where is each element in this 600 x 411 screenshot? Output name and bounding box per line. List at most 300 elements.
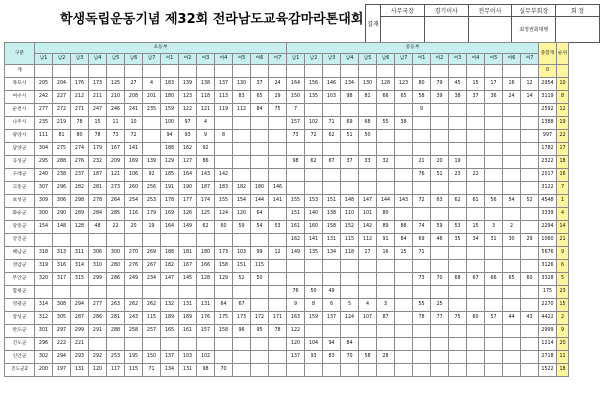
- score-cell: 187: [89, 169, 107, 182]
- score-cell: 31: [485, 234, 503, 247]
- score-cell: 73: [107, 130, 125, 143]
- score-cell: 45: [449, 78, 467, 91]
- score-cell: [395, 208, 413, 221]
- score-cell: 56: [485, 195, 503, 208]
- table-row: [5, 364, 569, 377]
- score-cell: [485, 143, 503, 156]
- score-cell: 97: [179, 117, 197, 130]
- sub-header: 남3: [71, 54, 89, 65]
- score-cell: [269, 351, 287, 364]
- score-cell: 27: [359, 247, 377, 260]
- score-cell: 157: [287, 117, 305, 130]
- sub-header: 남2: [53, 54, 71, 65]
- score-cell: 131: [179, 364, 197, 377]
- score-cell: [449, 130, 467, 143]
- score-cell: 305: [53, 312, 71, 325]
- score-cell: 177: [179, 195, 197, 208]
- table-row: [5, 338, 569, 351]
- score-cell: 15: [395, 247, 413, 260]
- score-cell: 127: [179, 156, 197, 169]
- score-cell: 211: [89, 91, 107, 104]
- score-cell: 71: [413, 247, 431, 260]
- score-cell: 179: [143, 208, 161, 221]
- rank-cell: 19: [557, 117, 569, 130]
- score-cell: [431, 286, 449, 299]
- score-cell: [449, 260, 467, 273]
- region-name: 영암군: [5, 260, 35, 273]
- score-cell: 73: [413, 273, 431, 286]
- score-cell: [215, 117, 233, 130]
- rank-cell: 1: [557, 195, 569, 208]
- score-cell: 120: [287, 338, 305, 351]
- score-cell: [395, 130, 413, 143]
- sum-cell: [269, 65, 287, 78]
- page-title: 학생독립운동기념 제32회 전라남도교육감마라톤대회: [60, 12, 364, 27]
- score-cell: [431, 325, 449, 338]
- table-row: [5, 195, 569, 208]
- score-cell: [431, 104, 449, 117]
- sum-cell: [503, 65, 521, 78]
- score-cell: [323, 104, 341, 117]
- score-cell: 72: [305, 130, 323, 143]
- score-cell: [269, 156, 287, 169]
- score-cell: [107, 338, 125, 351]
- score-cell: [503, 325, 521, 338]
- score-cell: 99: [251, 247, 269, 260]
- score-cell: 57: [485, 312, 503, 325]
- score-cell: 197: [53, 364, 71, 377]
- score-cell: [305, 325, 323, 338]
- table-row: [5, 143, 569, 156]
- score-cell: [485, 156, 503, 169]
- score-cell: [377, 143, 395, 156]
- score-cell: 299: [71, 325, 89, 338]
- score-cell: 159: [161, 104, 179, 117]
- score-cell: 316: [53, 260, 71, 273]
- table-row: [5, 104, 569, 117]
- score-cell: 134: [323, 247, 341, 260]
- score-cell: [521, 325, 539, 338]
- score-cell: 11: [107, 117, 125, 130]
- score-cell: 296: [53, 182, 71, 195]
- score-cell: [287, 182, 305, 195]
- score-cell: 254: [125, 195, 143, 208]
- score-cell: 131: [71, 364, 89, 377]
- sum-cell: [35, 65, 53, 78]
- score-cell: [269, 117, 287, 130]
- score-cell: [395, 299, 413, 312]
- score-cell: 180: [161, 91, 179, 104]
- score-cell: 313: [53, 247, 71, 260]
- score-cell: 122: [179, 104, 197, 117]
- score-cell: 15: [467, 221, 485, 234]
- score-cell: 88: [395, 221, 413, 234]
- score-cell: 132: [161, 299, 179, 312]
- score-cell: 169: [161, 208, 179, 221]
- score-cell: 147: [359, 195, 377, 208]
- score-cell: [341, 260, 359, 273]
- score-cell: [269, 299, 287, 312]
- sum-cell: [395, 65, 413, 78]
- score-cell: 9: [287, 299, 305, 312]
- score-cell: 277: [89, 299, 107, 312]
- score-cell: 83: [233, 91, 251, 104]
- sum-cell: [485, 65, 503, 78]
- score-cell: 22: [467, 169, 485, 182]
- table-row: [5, 221, 569, 234]
- rank-cell: 15: [557, 299, 569, 312]
- sub-header: 남1: [287, 54, 305, 65]
- score-cell: [251, 156, 269, 169]
- score-cell: 131: [323, 234, 341, 247]
- score-cell: 188: [161, 247, 179, 260]
- score-cell: 319: [35, 260, 53, 273]
- score-cell: [197, 234, 215, 247]
- sum-cell: [323, 65, 341, 78]
- score-cell: 320: [35, 273, 53, 286]
- score-cell: [449, 117, 467, 130]
- score-cell: 164: [161, 221, 179, 234]
- score-cell: 123: [395, 78, 413, 91]
- score-cell: [413, 260, 431, 273]
- score-cell: 287: [71, 312, 89, 325]
- score-cell: 260: [125, 182, 143, 195]
- score-cell: 188: [161, 143, 179, 156]
- sum-cell: [125, 65, 143, 78]
- score-cell: [467, 143, 485, 156]
- score-cell: 267: [143, 260, 161, 273]
- score-cell: [323, 260, 341, 273]
- region-name: 해남군: [5, 247, 35, 260]
- region-name: 나주시: [5, 117, 35, 130]
- score-cell: [233, 234, 251, 247]
- score-cell: 115: [251, 260, 269, 273]
- sum-cell: [377, 65, 395, 78]
- score-cell: 30: [503, 234, 521, 247]
- score-cell: [215, 156, 233, 169]
- score-cell: [413, 364, 431, 377]
- score-cell: 292: [89, 351, 107, 364]
- score-cell: 221: [71, 338, 89, 351]
- score-cell: [521, 117, 539, 130]
- score-cell: 22: [107, 221, 125, 234]
- score-cell: 128: [197, 273, 215, 286]
- score-cell: [215, 351, 233, 364]
- total-cell: 3122: [539, 182, 557, 195]
- score-cell: [503, 169, 521, 182]
- score-cell: 183: [161, 78, 179, 91]
- total-cell: 2270: [539, 299, 557, 312]
- rank-cell: 9: [557, 325, 569, 338]
- score-cell: [359, 364, 377, 377]
- score-cell: [251, 338, 269, 351]
- score-cell: 135: [305, 247, 323, 260]
- score-cell: [485, 338, 503, 351]
- score-cell: 227: [53, 91, 71, 104]
- score-cell: 76: [287, 286, 305, 299]
- score-cell: 52: [521, 195, 539, 208]
- score-cell: [521, 247, 539, 260]
- score-cell: 50: [251, 273, 269, 286]
- score-cell: 65: [251, 91, 269, 104]
- score-cell: 67: [467, 273, 485, 286]
- total-cell: 1782: [539, 143, 557, 156]
- score-cell: 116: [125, 208, 143, 221]
- sum-total: 0: [539, 65, 557, 78]
- sub-header: 남7: [143, 54, 161, 65]
- region-name: 순천시: [5, 104, 35, 117]
- score-cell: 271: [71, 104, 89, 117]
- score-cell: [449, 208, 467, 221]
- score-cell: 154: [233, 195, 251, 208]
- score-cell: [269, 208, 287, 221]
- score-cell: 28: [377, 351, 395, 364]
- score-cell: 78: [89, 130, 107, 143]
- score-cell: 121: [197, 104, 215, 117]
- score-cell: [215, 234, 233, 247]
- score-cell: 294: [53, 351, 71, 364]
- score-cell: [521, 130, 539, 143]
- approval-header: 전무이사: [468, 5, 512, 17]
- score-cell: [287, 143, 305, 156]
- rank-cell: 5: [557, 273, 569, 286]
- score-cell: 115: [341, 234, 359, 247]
- score-cell: 73: [287, 130, 305, 143]
- score-cell: [431, 247, 449, 260]
- score-cell: 137: [323, 312, 341, 325]
- score-cell: 151: [287, 208, 305, 221]
- score-cell: 80: [377, 208, 395, 221]
- score-cell: 164: [179, 169, 197, 182]
- score-cell: [341, 364, 359, 377]
- score-cell: 146: [269, 182, 287, 195]
- sum-cell: [359, 65, 377, 78]
- score-cell: 256: [143, 182, 161, 195]
- score-cell: 141: [305, 234, 323, 247]
- score-cell: 210: [107, 91, 125, 104]
- score-cell: 237: [71, 169, 89, 182]
- score-cell: 142: [359, 221, 377, 234]
- sub-header: 남5: [359, 54, 377, 65]
- total-cell: 1060: [539, 234, 557, 247]
- score-cell: [467, 156, 485, 169]
- score-cell: 84: [395, 234, 413, 247]
- score-cell: 51: [431, 169, 449, 182]
- sub-header: 여3: [449, 54, 467, 65]
- region-name: 고흥군: [5, 182, 35, 195]
- score-cell: [431, 351, 449, 364]
- score-cell: 281: [89, 182, 107, 195]
- score-cell: 164: [287, 78, 305, 91]
- score-cell: [467, 364, 485, 377]
- total-cell: 1214: [539, 338, 557, 351]
- table-row: [5, 312, 569, 325]
- score-cell: [485, 130, 503, 143]
- score-cell: 75: [449, 312, 467, 325]
- region-name: 여수시: [5, 91, 35, 104]
- score-cell: [467, 130, 485, 143]
- score-cell: [143, 130, 161, 143]
- score-cell: [269, 169, 287, 182]
- score-cell: [305, 260, 323, 273]
- score-cell: [485, 299, 503, 312]
- score-cell: 135: [305, 91, 323, 104]
- sub-header: 남6: [125, 54, 143, 65]
- score-cell: [341, 286, 359, 299]
- score-cell: 310: [89, 260, 107, 273]
- score-cell: 8: [215, 130, 233, 143]
- score-cell: 66: [485, 273, 503, 286]
- score-cell: [485, 169, 503, 182]
- score-cell: 46: [431, 234, 449, 247]
- sub-header: 여5: [233, 54, 251, 65]
- score-cell: 158: [215, 325, 233, 338]
- score-cell: 131: [179, 299, 197, 312]
- score-cell: [35, 286, 53, 299]
- sum-cell: [161, 65, 179, 78]
- table-row: [5, 351, 569, 364]
- score-cell: 124: [341, 312, 359, 325]
- group-elementary-header: 초등부: [35, 43, 287, 54]
- score-cell: [521, 351, 539, 364]
- score-cell: 3: [485, 221, 503, 234]
- score-cell: 288: [107, 325, 125, 338]
- sub-header: 남3: [323, 54, 341, 65]
- score-cell: [125, 338, 143, 351]
- rank-cell: 9: [557, 247, 569, 260]
- score-cell: 118: [341, 247, 359, 260]
- score-cell: [377, 104, 395, 117]
- region-name: 완도군: [5, 325, 35, 338]
- sub-header: 여6: [251, 54, 269, 65]
- score-cell: 62: [197, 221, 215, 234]
- score-cell: [107, 286, 125, 299]
- score-cell: 314: [71, 260, 89, 273]
- score-cell: 270: [125, 247, 143, 260]
- score-cell: 161: [179, 325, 197, 338]
- score-cell: [521, 260, 539, 273]
- score-cell: [467, 260, 485, 273]
- score-cell: [269, 260, 287, 273]
- score-cell: 300: [107, 247, 125, 260]
- score-cell: 167: [107, 143, 125, 156]
- score-cell: 58: [413, 91, 431, 104]
- score-cell: 128: [377, 78, 395, 91]
- score-cell: 78: [413, 312, 431, 325]
- sub-header: 남2: [305, 54, 323, 65]
- score-cell: 4: [197, 117, 215, 130]
- score-cell: 84: [251, 104, 269, 117]
- region-name: 함평군: [5, 286, 35, 299]
- score-cell: [53, 286, 71, 299]
- score-cell: 157: [197, 325, 215, 338]
- table-row: [5, 78, 569, 91]
- score-cell: 152: [341, 221, 359, 234]
- score-cell: [359, 273, 377, 286]
- approval-signature-box: [556, 17, 600, 43]
- score-cell: 95: [251, 325, 269, 338]
- rank-header: 순위: [557, 43, 569, 65]
- rank-cell: 23: [557, 286, 569, 299]
- score-cell: [431, 143, 449, 156]
- score-cell: 147: [161, 273, 179, 286]
- score-cell: 209: [107, 156, 125, 169]
- score-cell: [377, 273, 395, 286]
- score-cell: [161, 234, 179, 247]
- score-cell: 60: [215, 221, 233, 234]
- approval-header: 경기이사: [424, 5, 468, 17]
- score-cell: [521, 182, 539, 195]
- score-cell: 54: [251, 221, 269, 234]
- sub-header: 여4: [467, 54, 485, 65]
- score-cell: 317: [53, 273, 71, 286]
- sub-header: 남7: [395, 54, 413, 65]
- score-cell: [233, 286, 251, 299]
- score-cell: 144: [251, 195, 269, 208]
- score-cell: 37: [341, 156, 359, 169]
- score-cell: 154: [35, 221, 53, 234]
- score-cell: 262: [143, 299, 161, 312]
- score-cell: 167: [179, 260, 197, 273]
- score-cell: 65: [503, 273, 521, 286]
- score-cell: [179, 338, 197, 351]
- header-row: [5, 43, 569, 54]
- score-cell: [359, 260, 377, 273]
- score-cell: 43: [521, 312, 539, 325]
- score-cell: [233, 143, 251, 156]
- score-cell: 93: [305, 351, 323, 364]
- score-cell: 240: [35, 169, 53, 182]
- score-cell: [341, 273, 359, 286]
- sum-cell: [305, 65, 323, 78]
- score-cell: 309: [35, 195, 53, 208]
- score-cell: 55: [413, 299, 431, 312]
- score-cell: [233, 169, 251, 182]
- score-cell: 94: [323, 338, 341, 351]
- score-cell: [251, 364, 269, 377]
- score-cell: 249: [125, 273, 143, 286]
- score-cell: [467, 325, 485, 338]
- score-cell: 148: [53, 221, 71, 234]
- score-cell: 155: [287, 195, 305, 208]
- score-cell: 151: [233, 260, 251, 273]
- score-cell: [287, 260, 305, 273]
- score-cell: 100: [161, 117, 179, 130]
- score-cell: [359, 169, 377, 182]
- score-cell: 63: [431, 195, 449, 208]
- score-cell: 273: [107, 182, 125, 195]
- region-name: 장흥군: [5, 221, 35, 234]
- rank-cell: 4: [557, 208, 569, 221]
- score-cell: 60: [467, 312, 485, 325]
- score-cell: 178: [161, 195, 179, 208]
- score-cell: [413, 286, 431, 299]
- score-cell: [395, 364, 413, 377]
- score-cell: 25: [431, 299, 449, 312]
- region-name: 진도군: [5, 338, 35, 351]
- sub-header: 여1: [413, 54, 431, 65]
- table-row: [5, 260, 569, 273]
- score-cell: [341, 325, 359, 338]
- score-cell: 189: [161, 312, 179, 325]
- score-cell: 306: [53, 195, 71, 208]
- table-row: [5, 247, 569, 260]
- score-cell: [161, 338, 179, 351]
- score-cell: [467, 286, 485, 299]
- score-cell: 39: [431, 91, 449, 104]
- score-cell: [377, 286, 395, 299]
- score-cell: [485, 104, 503, 117]
